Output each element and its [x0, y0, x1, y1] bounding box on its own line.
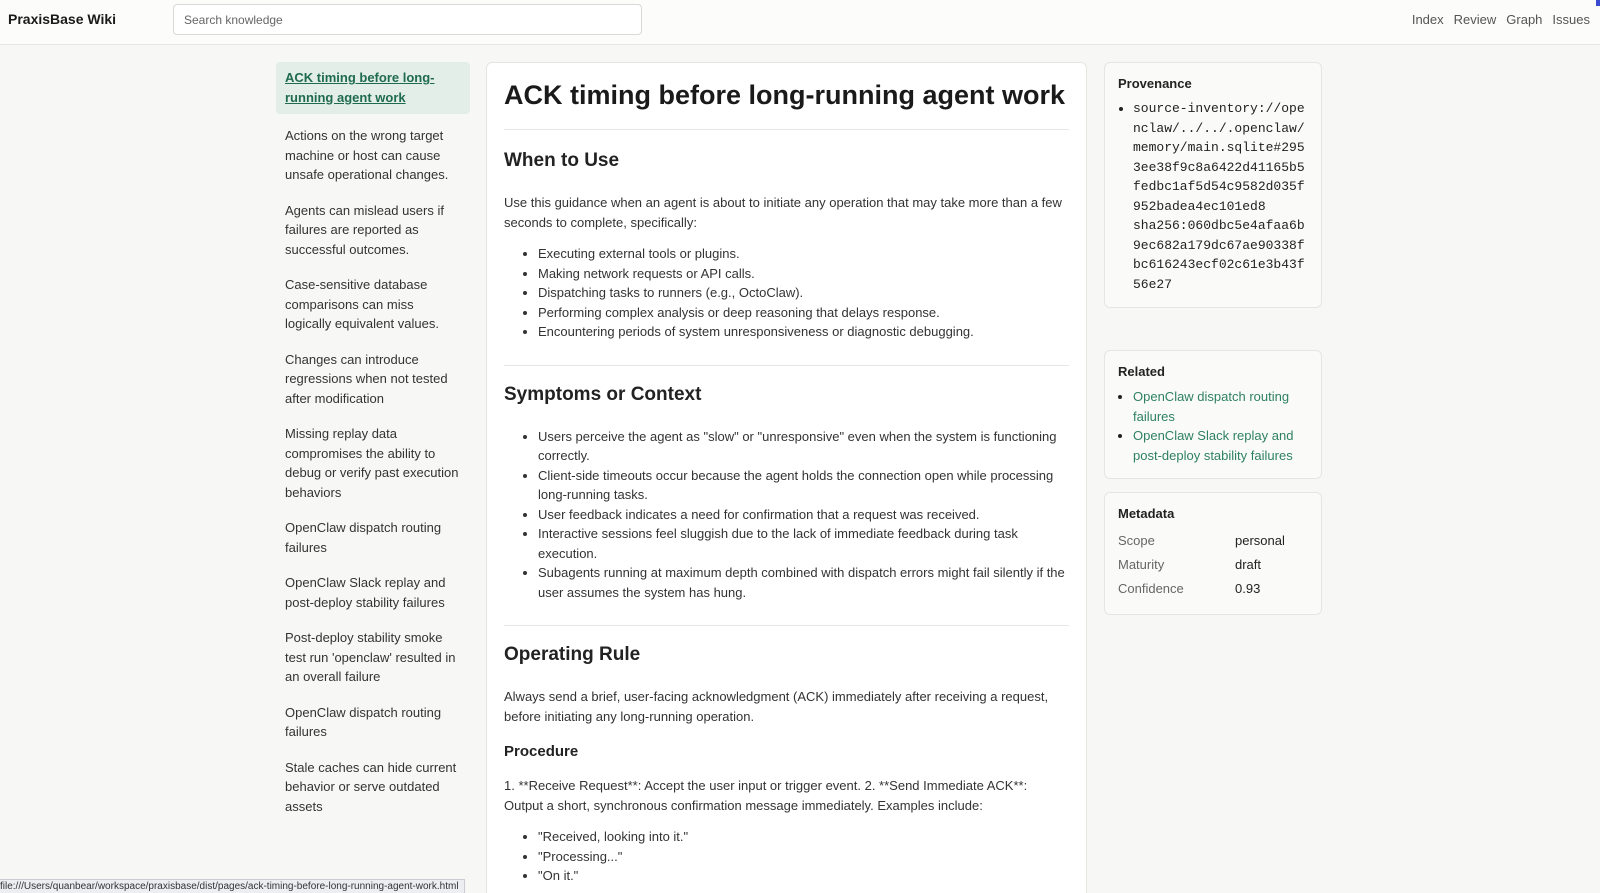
list-item: • "Received, looking into it."	[538, 827, 1069, 847]
when-list	[504, 244, 1069, 342]
sidebar-item-dispatch-routing-2[interactable]: OpenClaw dispatch routing failures	[285, 704, 442, 739]
list-item: • Users perceive the agent as "slow" or "unresponsive" even when the system is functioning correctly.	[538, 427, 1069, 466]
sidebar-item-stale-caches[interactable]: Stale caches can hide current behavior or serve outdated assets	[285, 759, 457, 814]
provenance-hash: sha256:060dbc5e4afaa6b9ec682a179dc67ae90338fbc616243ecf02c61e3b43f56e27	[1133, 218, 1305, 292]
metadata-key: Scope	[1118, 533, 1155, 548]
metadata-value: draft	[1235, 557, 1262, 572]
related-heading: Related	[1118, 364, 1165, 379]
site-brand[interactable]: PraxisBase Wiki	[8, 11, 117, 27]
list-item: • Subagents running at maximum depth combined with dispatch errors might fail silently if the user assumes the system has hung.	[538, 563, 1069, 602]
section-divider	[504, 365, 1069, 366]
sidebar-item-mislead-users[interactable]: Agents can mislead users if failures are reported as successful outcomes.	[285, 202, 444, 257]
list-item: • Client-side timeouts occur because the agent holds the connection open while processing long-running tasks.	[538, 466, 1069, 505]
section-heading-when: When to Use	[504, 150, 620, 171]
related-list	[1118, 387, 1308, 465]
list-item: • "Processing..."	[538, 847, 1069, 867]
provenance-panel	[1104, 62, 1322, 308]
sidebar-item-smoke-test[interactable]: Post-deploy stability smoke test run 'openclaw' resulted in an overall failure	[285, 630, 456, 684]
status-bar-url: file:///Users/quanbear/workspace/praxisbase/dist/pages/ack-timing-before-long-running-agent-work.html	[0, 879, 465, 893]
subheading-procedure: Procedure	[504, 743, 579, 760]
provenance-list	[1118, 99, 1308, 294]
sidebar-item-case-sensitive[interactable]: Case-sensitive database comparisons can miss logically equivalent values.	[285, 277, 439, 331]
metadata-key: Confidence	[1118, 581, 1184, 596]
metadata-row-confidence	[1118, 577, 1308, 601]
provenance-source: • source-inventory://openclaw/../../.openclaw/memory/main.sqlite#2953ee38f9c8a6422d41165b5fedbc1af5d54c9582d035f952badea4ec101ed8	[1133, 99, 1308, 216]
list-item: • Dispatching tasks to runners (e.g., OctoClaw).	[538, 283, 1069, 303]
nav-index-link[interactable]: Index	[1411, 12, 1444, 27]
rule-text: Always send a brief, user-facing acknowledgment (ACK) immediately after receiving a request, before initiating any long-running operation.	[504, 689, 1049, 724]
search-input[interactable]	[173, 4, 642, 35]
list-item: • Executing external tools or plugins.	[538, 244, 1069, 264]
metadata-heading: Metadata	[1118, 506, 1175, 521]
nav-issues-link[interactable]: Issues	[1552, 12, 1590, 27]
list-item: • User feedback indicates a need for confirmation that a request was received.	[538, 505, 1069, 525]
section-heading-rule: Operating Rule	[504, 644, 641, 665]
procedure-list	[504, 827, 1069, 886]
sidebar-item-slack-replay[interactable]: OpenClaw Slack replay and post-deploy stability failures	[285, 575, 446, 610]
sidebar-item-regressions[interactable]: Changes can introduce regressions when not tested after modification	[285, 351, 448, 406]
list-item: • Making network requests or API calls.	[538, 264, 1069, 284]
list-item	[1133, 426, 1308, 465]
related-link-slack-replay[interactable]: OpenClaw Slack replay and post-deploy stability failures	[1133, 428, 1294, 463]
metadata-row-maturity	[1118, 553, 1308, 577]
sidebar-item-missing-replay[interactable]: Missing replay data compromises the ability to debug or verify past execution behaviors	[285, 426, 459, 500]
section-divider	[504, 625, 1069, 626]
section-heading-symptoms: Symptoms or Context	[504, 383, 702, 405]
nav-review-link[interactable]: Review	[1453, 12, 1497, 27]
metadata-value: 0.93	[1235, 581, 1261, 596]
sidebar-item-wrong-target[interactable]: Actions on the wrong target machine or host can cause unsafe operational changes.	[285, 128, 449, 182]
page-title: ACK timing before long-running agent work	[504, 77, 1069, 130]
metadata-value: personal	[1235, 533, 1285, 548]
related-panel	[1104, 350, 1322, 479]
nav-graph-link[interactable]: Graph	[1506, 12, 1543, 27]
top-bar	[0, 0, 1600, 45]
related-link-dispatch[interactable]: OpenClaw dispatch routing failures	[1133, 389, 1290, 424]
metadata-panel	[1104, 492, 1322, 615]
provenance-heading: Provenance	[1118, 76, 1192, 91]
metadata-row-scope	[1118, 529, 1308, 553]
procedure-text: 1. **Receive Request**: Accept the user input or trigger event. 2. **Send Immediate ACK**: Output a short, synchronous confirmation message immediately. Examples include:	[504, 778, 1028, 813]
top-nav	[1402, 12, 1590, 27]
list-item: • Interactive sessions feel sluggish due to the lack of immediate feedback during task execution.	[538, 524, 1069, 563]
list-item: • Encountering periods of system unresponsiveness or diagnostic debugging.	[538, 322, 1069, 342]
list-item: • "On it."	[538, 866, 1069, 886]
sidebar-item-ack-timing[interactable]: ACK timing before long-running agent work	[276, 62, 470, 114]
sidebar-item-dispatch-routing[interactable]: OpenClaw dispatch routing failures	[285, 520, 442, 555]
sidebar	[276, 62, 470, 826]
symptoms-list	[504, 427, 1069, 603]
corner-indicator	[1596, 0, 1600, 6]
article	[486, 62, 1087, 893]
list-item: • Performing complex analysis or deep reasoning that delays response.	[538, 303, 1069, 323]
when-intro: Use this guidance when an agent is about to initiate any operation that may take more than a few seconds to complete, specifically:	[504, 195, 1062, 230]
metadata-key: Maturity	[1118, 557, 1165, 572]
list-item	[1133, 387, 1308, 426]
